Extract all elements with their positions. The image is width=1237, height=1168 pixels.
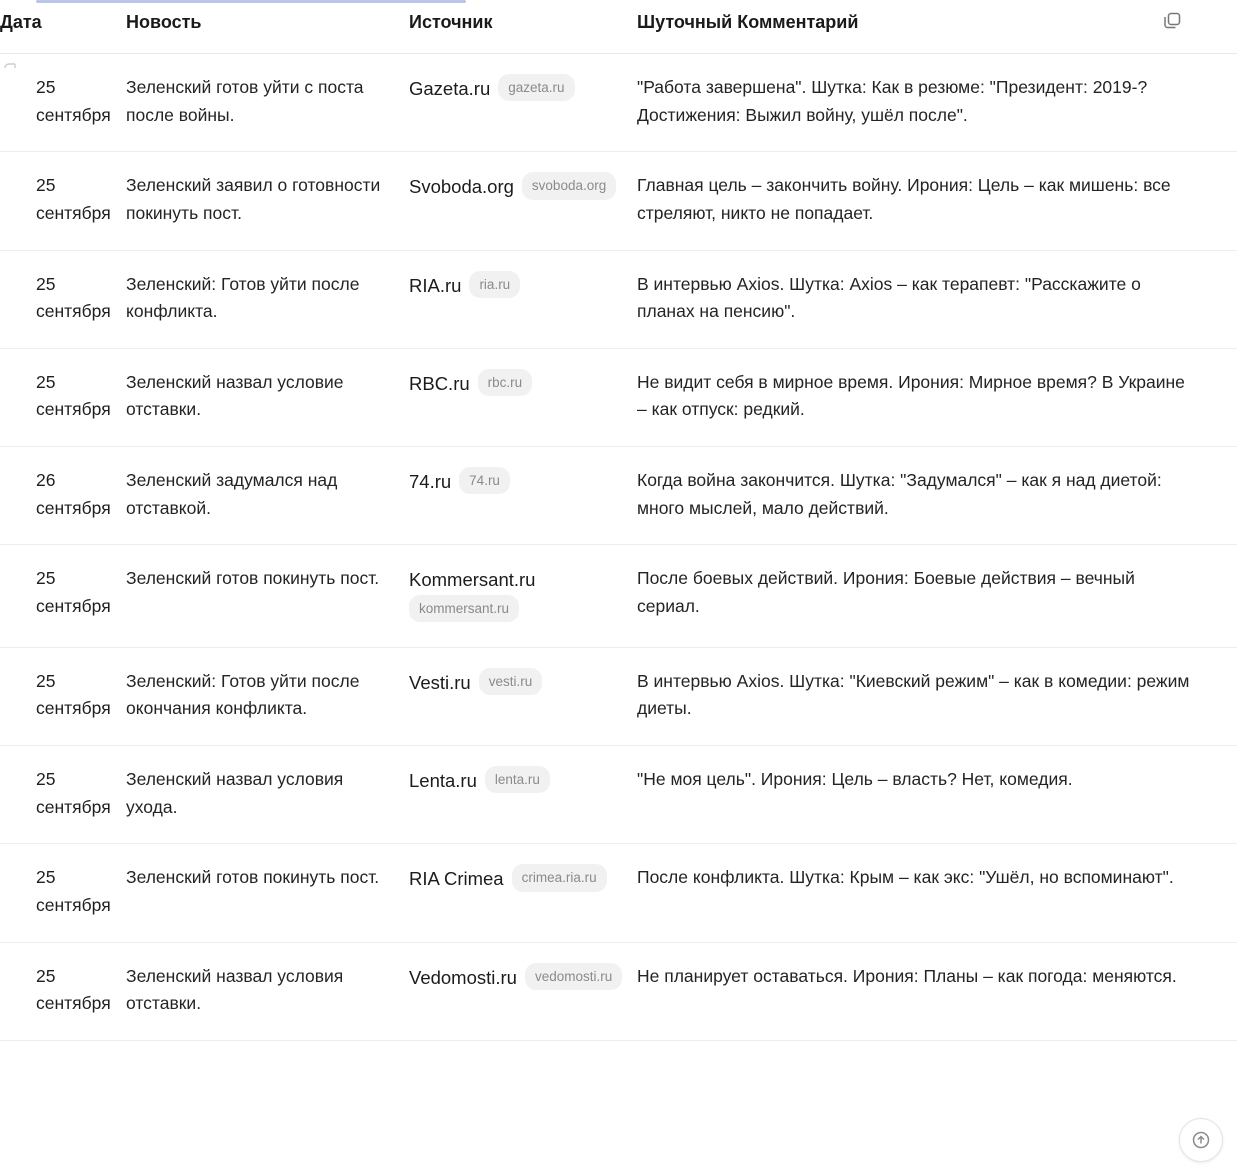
cell-source — [409, 844, 637, 942]
cell-source — [409, 152, 637, 250]
cell-joke: Главная цель – закончить войну. Ирония: Цель – как мишень: все стреляют, никто не попадает. — [637, 175, 1171, 223]
column-header-source[interactable]: Источник — [409, 12, 493, 32]
top-progress-bar — [36, 0, 466, 3]
cell-joke: В интервью Axios. Шутка: "Киевский режим" – как в комедии: режим диеты. — [637, 670, 1190, 719]
cell-date: 25 сентября — [36, 965, 111, 1014]
cell-joke: Когда война закончится. Шутка: "Задумался" – как я над диетой: много мыслей, мало действий. — [637, 470, 1162, 518]
cell-joke: "Не моя цель". Ирония: Цель – власть? Нет, комедия. — [637, 768, 1073, 789]
cell-joke: "Работа завершена". Шутка: Как в резюме: "Президент: 2019-? Достижения: Выжил войну, ушёл после". — [637, 77, 1148, 125]
source-name[interactable]: Kommersant.ru — [409, 569, 536, 591]
source-domain-chip: ria.ru — [469, 271, 520, 298]
table-row[interactable] — [0, 250, 1237, 348]
cell-joke: Не видит себя в мирное время. Ирония: Мирное время? В Украине – как отпуск: редкий. — [637, 371, 1185, 420]
cell-date: 25 сентября — [36, 175, 111, 223]
table-row[interactable] — [0, 844, 1237, 942]
cell-source — [409, 647, 637, 745]
source-domain-chip: rbc.ru — [478, 369, 533, 396]
cell-news: Зеленский назвал условия отставки. — [126, 965, 344, 1014]
source-name[interactable]: Vedomosti.ru — [409, 966, 517, 988]
table-row[interactable] — [0, 152, 1237, 250]
source-name[interactable]: Gazeta.ru — [409, 78, 491, 99]
source-name[interactable]: Svoboda.org — [409, 176, 514, 198]
table-row[interactable] — [0, 647, 1237, 745]
table-header-row — [0, 0, 1237, 54]
cell-source — [409, 745, 637, 843]
table-row[interactable] — [0, 942, 1237, 1040]
cell-source — [409, 447, 637, 545]
source-domain-chip: crimea.ria.ru — [512, 864, 607, 891]
table-body — [0, 54, 1237, 1041]
cell-date: 25 сентября — [36, 568, 111, 617]
column-header-news[interactable]: Новость — [126, 12, 202, 32]
cell-source — [409, 250, 637, 348]
source-domain-chip: vedomosti.ru — [525, 963, 622, 990]
source-name[interactable]: 74.ru — [409, 471, 452, 493]
cell-source — [409, 348, 637, 446]
cell-joke: После боевых действий. Ирония: Боевые действия – вечный сериал. — [637, 568, 1135, 617]
cell-news: Зеленский готов покинуть пост. — [126, 568, 380, 589]
column-header-joke[interactable] — [637, 0, 1237, 54]
table-row[interactable] — [0, 745, 1237, 843]
cell-joke: В интервью Axios. Шутка: Axios – как терапевт: "Расскажите о планах на пенсию". — [637, 273, 1141, 322]
cell-source — [409, 54, 637, 152]
cell-date: 25 сентября — [36, 77, 111, 125]
source-domain-chip: lenta.ru — [485, 766, 550, 793]
cell-source — [409, 942, 637, 1040]
source-domain-chip: svoboda.org — [522, 172, 616, 199]
source-domain-chip: gazeta.ru — [498, 74, 574, 101]
source-domain-chip: 74.ru — [459, 467, 510, 494]
scroll-to-top-button[interactable] — [1179, 1118, 1223, 1162]
cell-date: 25 сентября — [36, 371, 111, 420]
source-name[interactable]: RIA.ru — [409, 274, 462, 296]
cell-date: 25 сентября — [36, 867, 111, 915]
column-header-date[interactable]: Дата — [0, 12, 42, 32]
copy-icon[interactable] — [1161, 10, 1183, 32]
cell-date: 25 сентября — [36, 768, 111, 817]
cell-news: Зеленский готов покинуть пост. — [126, 867, 380, 888]
table-row[interactable] — [0, 447, 1237, 545]
source-domain-chip: vesti.ru — [479, 668, 543, 695]
cell-news: Зеленский заявил о готовности покинуть пост. — [126, 175, 381, 223]
source-name[interactable]: Lenta.ru — [409, 769, 477, 791]
resize-handle-icon[interactable] — [2, 62, 20, 80]
source-name[interactable]: RIA Crimea — [409, 868, 504, 890]
cell-date: 25 сентября — [36, 670, 111, 719]
table-row[interactable] — [0, 348, 1237, 446]
source-domain-chip: kommersant.ru — [409, 595, 519, 622]
table-row[interactable] — [0, 54, 1237, 152]
cell-news: Зеленский назвал условия ухода. — [126, 768, 344, 817]
table-row[interactable] — [0, 545, 1237, 647]
cell-joke: После конфликта. Шутка: Крым – как экс: "Ушёл, но вспоминают". — [637, 867, 1174, 888]
cell-news: Зеленский: Готов уйти после окончания конфликта. — [126, 670, 360, 719]
cell-date: 26 сентября — [36, 470, 111, 518]
cell-news: Зеленский: Готов уйти после конфликта. — [126, 273, 360, 322]
cell-news: Зеленский готов уйти с поста после войны. — [126, 77, 364, 125]
cell-news: Зеленский задумался над отставкой. — [126, 470, 338, 518]
cell-date: 25 сентября — [36, 273, 111, 322]
cell-news: Зеленский назвал условие отставки. — [126, 371, 344, 420]
column-header-joke-label: Шуточный Комментарий — [637, 12, 859, 32]
source-name[interactable]: Vesti.ru — [409, 671, 471, 693]
cell-joke: Не планирует оставаться. Ирония: Планы – как погода: меняются. — [637, 965, 1177, 986]
cell-source — [409, 545, 637, 647]
table-head — [0, 0, 1237, 54]
source-name[interactable]: RBC.ru — [409, 372, 470, 394]
